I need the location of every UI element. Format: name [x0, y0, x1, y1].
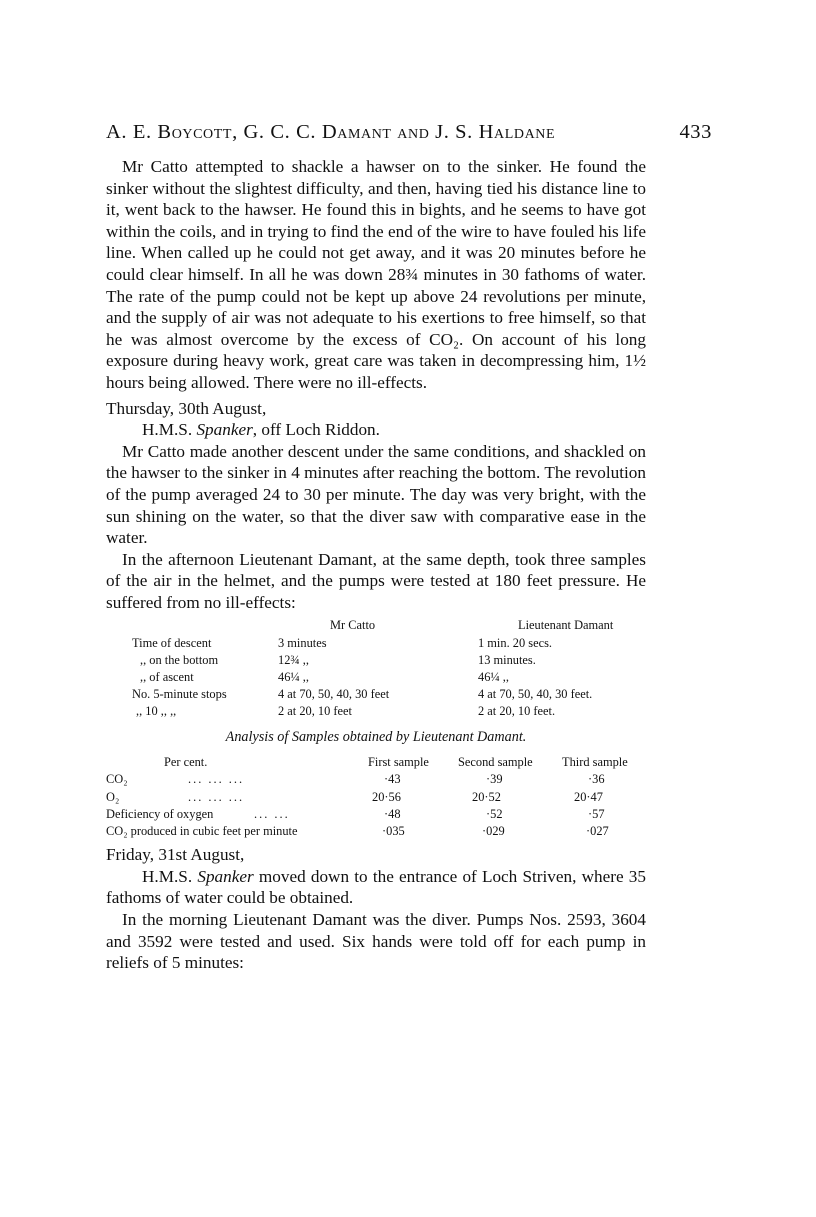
body-text: [106, 156, 646, 974]
table-row: CO₂ produced in cubic feet per minute ·035 ·029 ·027: [106, 823, 609, 838]
table-row: ,, on the bottom 12¾ ,, 13 minutes.: [140, 652, 536, 667]
table-row: No. 5-minute stops 4 at 70, 50, 40, 30 feet 4 at 70, 50, 40, 30 feet.: [132, 687, 593, 702]
ship-prefix: H.M.S.: [142, 420, 193, 440]
analysis-table-header: Per cent. First sample Second sample Third sample: [164, 755, 628, 770]
page-number: 433: [679, 121, 712, 143]
paragraph-morning: In the morning Lieutenant Damant was the diver. Pumps Nos. 2593, 3604 and 3592 were tested and used. Six hands were told off for each pump in reliefs of 5 minutes:: [106, 909, 646, 973]
date-thursday: Thursday, 30th August,: [106, 398, 267, 418]
paragraph-afternoon: In the afternoon Lieutenant Damant, at the same depth, took three samples of the air in the helmet, and the pumps were tested at 180 feet pressure. He suffered from no ill-effects:: [106, 549, 646, 612]
running-header: [106, 121, 712, 144]
analysis-table: [106, 754, 646, 840]
table-row: ,, of ascent 46¼ ,, 46¼ ,,: [140, 670, 509, 685]
descent-table-header: [106, 617, 646, 634]
descent-table: [106, 617, 646, 720]
ship-location: , off Loch Riddon.: [252, 420, 380, 440]
table-row: O₂ ... ... ... 20·56 20·52 20·47: [106, 789, 603, 804]
date-friday: Friday, 31st August,: [106, 845, 245, 865]
col-header-catto: Mr Catto: [330, 618, 376, 633]
ship-location-2: [106, 866, 646, 909]
paragraph-catto-attempt: Mr Catto attempted to shackle a hawser on to the sinker. He found the sinker without the slightest difficulty, and then, having tied his distance line to it, went back to the hawser. He found this in bights, and he seems to have got within the coils, and in trying to find the end of the wire to have fouled his life line. When called up he could not get away, and it was 20 minutes before he could clear himself. In all he was down 28¾ minutes in 30 fathoms of water. The rate of the pump could not be kept up above 24 revolutions per minute, and the supply of air was not adequate to his exertions to free himself, so that he was almost overcome by the excess of CO₂. On account of his long exposure during heavy work, great care was taken in decompressing him, 1½ hours being allowed. There were no ill-effects.: [106, 157, 646, 392]
ship-name: Spanker: [197, 866, 254, 886]
ship-prefix: H.M.S.: [142, 866, 193, 886]
table-row: CO₂ ... ... ... ·43 ·39 ·36: [106, 772, 605, 787]
ship-name: Spanker: [196, 420, 253, 440]
col-header-damant: Lieutenant Damant: [518, 618, 614, 633]
table-row: Deficiency of oxygen ... ... ·48 ·52 ·57: [106, 806, 605, 821]
ship-location: moved down to the entrance of Loch Striven, where 35 fathoms of water could be obtained.: [106, 866, 646, 908]
analysis-caption: Analysis of Samples obtained by Lieutenant Damant.: [225, 728, 527, 745]
ship-location-1: [106, 419, 646, 441]
header-authors: A. E. Boycott, G. C. C. Damant and J. S. Haldane: [106, 121, 556, 143]
table-row: ,, 10 ,, ,, 2 at 20, 10 feet 2 at 20, 10 feet.: [136, 704, 556, 719]
paragraph-another-descent: Mr Catto made another descent under the same conditions, and shackled on the hawser to the sinker in 4 minutes after reaching the bottom. The revolution of the pump averaged 24 to 30 per minute. The day was very bright, with the sun shining on the water, so that the diver saw with comparative ease in the water.: [106, 441, 646, 548]
table-row: Time of descent 3 minutes 1 min. 20 secs.: [132, 635, 552, 650]
